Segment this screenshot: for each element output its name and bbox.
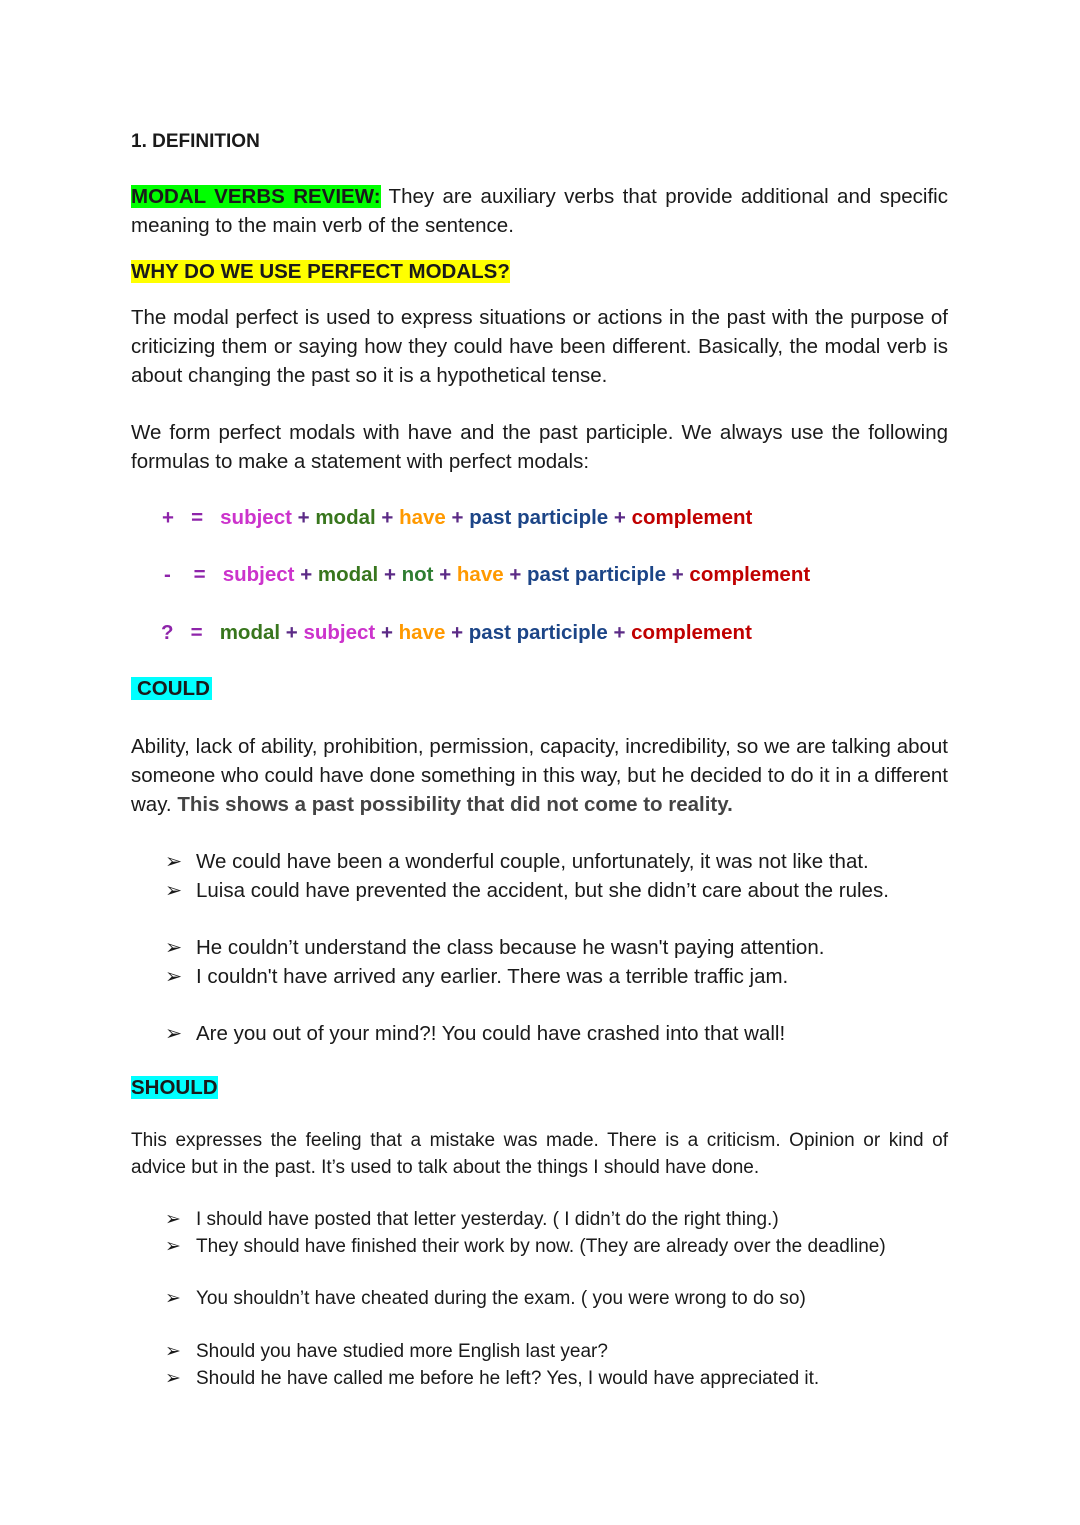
formula-past-participle: past participle [468, 621, 608, 644]
could-examples-3 [165, 1019, 785, 1048]
arrow-bullet-icon: ➢ [165, 1209, 181, 1230]
formula-subject: subject [222, 563, 295, 586]
should-examples-2 [165, 1285, 806, 1312]
should-examples-1 [165, 1206, 886, 1260]
formula-subject: subject [303, 621, 376, 644]
could-heading [131, 676, 212, 702]
formula-equals: = [190, 621, 203, 644]
formula-symbol: - [164, 563, 171, 586]
formula-question: ? = modal + subject + have + past participle + complement [161, 621, 752, 644]
formula-have: have [399, 506, 446, 529]
arrow-bullet-icon: ➢ [165, 879, 183, 902]
should-paragraph: This expresses the feeling that a mistake was made. There is a criticism. Opinion or kind of advice but in the past. It’s used to talk about the things I should have done. [131, 1130, 948, 1178]
formula-negative: - = subject + modal + not + have + past participle + complement [164, 563, 811, 586]
section-title: 1. DEFINITION [131, 131, 260, 152]
could-paragraph [131, 732, 948, 819]
why-paragraph-2: We form perfect modals with have and the past participle. We always use the following formulas to make a statement with perfect modals: [131, 421, 948, 473]
formula-past-participle: past participle [527, 563, 667, 586]
arrow-bullet-icon: ➢ [165, 1022, 183, 1045]
could-paragraph-text: Ability, lack of ability, prohibition, permission, capacity, incredibility, so we are talking about someone who could have done something in this way, but he decided to do it in a different way. [131, 735, 948, 816]
could-paragraph-emphasis: This shows a past possibility that did not come to reality. [177, 793, 733, 816]
formula-have: have [456, 563, 504, 586]
formula-symbol: ? [161, 621, 174, 644]
formula-modal: modal [317, 563, 379, 586]
formula-have: have [398, 621, 446, 644]
arrow-bullet-icon: ➢ [165, 1236, 181, 1257]
list-item: ➢ You shouldn’t have cheated during the exam. ( you were wrong to do so) [165, 1285, 806, 1312]
should-heading-label: SHOULD [131, 1076, 218, 1099]
could-examples-2 [165, 933, 824, 991]
should-heading [131, 1075, 218, 1101]
why-paragraph-1: The modal perfect is used to express situations or actions in the past with the purpose of criticizing them or saying how they could have been different. Basically, the modal verb is about changing the past so it is a hypothetical tense. [131, 306, 948, 387]
formula-modal: modal [315, 506, 376, 529]
formula-subject: subject [220, 506, 292, 529]
could-examples-1 [165, 847, 889, 905]
list-item: ➢ Should he have called me before he left? Yes, I would have appreciated it. [165, 1365, 819, 1392]
arrow-bullet-icon: ➢ [165, 965, 183, 988]
arrow-bullet-icon: ➢ [165, 1288, 181, 1309]
arrow-bullet-icon: ➢ [165, 1341, 181, 1362]
intro-paragraph [131, 182, 948, 240]
formula-past-participle: past participle [469, 506, 609, 529]
arrow-bullet-icon: ➢ [165, 1368, 181, 1389]
formula-complement: complement [689, 563, 811, 586]
arrow-bullet-icon: ➢ [165, 936, 183, 959]
list-item: ➢ We could have been a wonderful couple, unfortunately, it was not like that. [165, 847, 889, 876]
list-item: ➢ I should have posted that letter yesterday. ( I didn’t do the right thing.) [165, 1206, 886, 1233]
why-heading-label: WHY DO WE USE PERFECT MODALS? [131, 260, 510, 283]
formula-complement: complement [631, 506, 753, 529]
could-heading-label: COULD [131, 677, 212, 700]
list-item: ➢ Luisa could have prevented the accident, but she didn’t care about the rules. [165, 876, 889, 905]
formula-affirmative: + = subject + modal + have + past participle + complement [162, 506, 753, 529]
intro-text: They are auxiliary verbs that provide additional and specific meaning to the main verb of the sentence. [131, 185, 948, 237]
list-item: ➢ I couldn't have arrived any earlier. There was a terrible traffic jam. [165, 962, 824, 991]
formula-equals: = [191, 506, 204, 529]
list-item: ➢ Should you have studied more English last year? [165, 1338, 819, 1365]
why-heading [131, 259, 510, 285]
arrow-bullet-icon: ➢ [165, 850, 183, 873]
should-examples-3 [165, 1338, 819, 1392]
formula-not: not [401, 563, 434, 586]
list-item: ➢ They should have finished their work by now. (They are already over the deadline) [165, 1233, 886, 1260]
list-item: ➢ He couldn’t understand the class because he wasn't paying attention. [165, 933, 824, 962]
formula-equals: = [193, 563, 206, 586]
formula-symbol: + [162, 506, 174, 529]
formula-modal: modal [219, 621, 281, 644]
intro-label: MODAL VERBS REVIEW: [131, 185, 381, 208]
formula-complement: complement [631, 621, 752, 644]
list-item: ➢ Are you out of your mind?! You could have crashed into that wall! [165, 1019, 785, 1048]
